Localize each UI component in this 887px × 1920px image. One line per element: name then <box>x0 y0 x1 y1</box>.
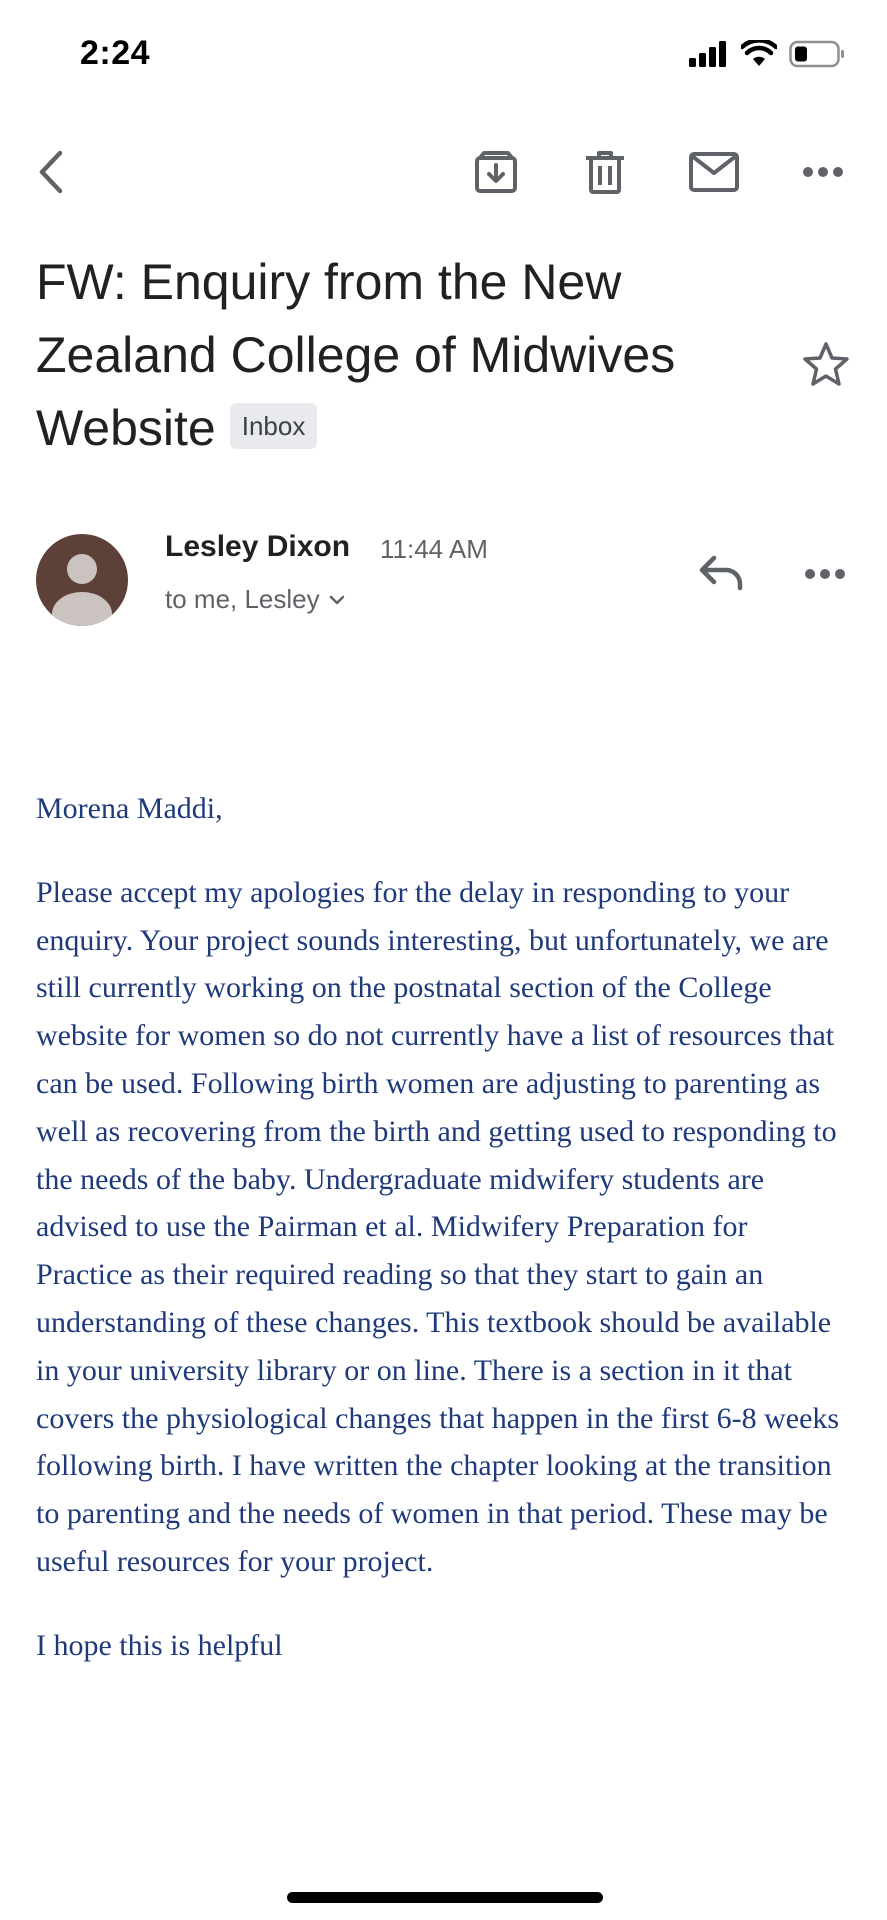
status-bar <box>0 0 887 110</box>
mail-icon <box>688 151 740 193</box>
cellular-signal-icon <box>689 41 729 67</box>
email-toolbar <box>0 130 887 210</box>
trash-icon <box>582 148 628 196</box>
email-greeting: Morena Maddi, <box>36 792 223 825</box>
avatar[interactable] <box>36 534 128 626</box>
sender-name: Lesley Dixon <box>165 530 351 563</box>
more-horizontal-icon <box>802 166 844 178</box>
delete-button[interactable] <box>573 140 637 204</box>
archive-icon <box>472 148 520 196</box>
inbox-label-chip[interactable]: Inbox <box>230 403 318 449</box>
status-icons <box>689 40 845 68</box>
email-time: 11:44 AM <box>380 534 488 564</box>
mark-unread-button[interactable] <box>682 140 746 204</box>
email-closing: I hope this is helpful <box>36 1628 283 1662</box>
back-button[interactable] <box>20 140 84 204</box>
reply-icon[interactable] <box>692 540 752 600</box>
email-body <box>36 785 851 1706</box>
sender-row <box>0 520 887 630</box>
chevron-left-icon <box>32 147 72 197</box>
battery-icon <box>789 40 845 68</box>
message-more-icon[interactable] <box>796 540 856 600</box>
person-avatar-icon <box>36 534 128 626</box>
email-subject <box>36 246 776 465</box>
status-time: 2:24 <box>80 34 151 72</box>
chevron-down-icon <box>328 594 346 606</box>
more-options-button[interactable] <box>791 140 855 204</box>
email-paragraph: Please accept my apologies for the delay in responding to your enquiry. Your project sounds interesting, but unfortunately, we are still currently working on the postnatal section of the College website for women so do not currently have a list of resources that can be used. Following birth women are adjusting to parenting as well as recovering from the birth and getting used to responding to the needs of the baby. Undergraduate midwifery students are advised to use the Pairman et al. Midwifery Preparation for Practice as their required reading so that they start to gain an understanding of these changes. This textbook should be available in your university library or on line. There is a section in it that covers the physiological changes that happen in the first 6-8 weeks following birth. I have written the chapter looking at the transition to parenting and the needs of women in that period. These may be useful resources for your project. <box>36 875 840 1578</box>
home-indicator[interactable] <box>287 1892 603 1903</box>
subject-text: FW: Enquiry from the New Zealand College of Midwives Website <box>36 254 676 456</box>
recipients-toggle[interactable] <box>165 584 346 615</box>
wifi-icon <box>741 40 777 68</box>
star-icon[interactable] <box>801 340 851 390</box>
recipients-text: to me, Lesley <box>165 584 320 614</box>
archive-button[interactable] <box>464 140 528 204</box>
